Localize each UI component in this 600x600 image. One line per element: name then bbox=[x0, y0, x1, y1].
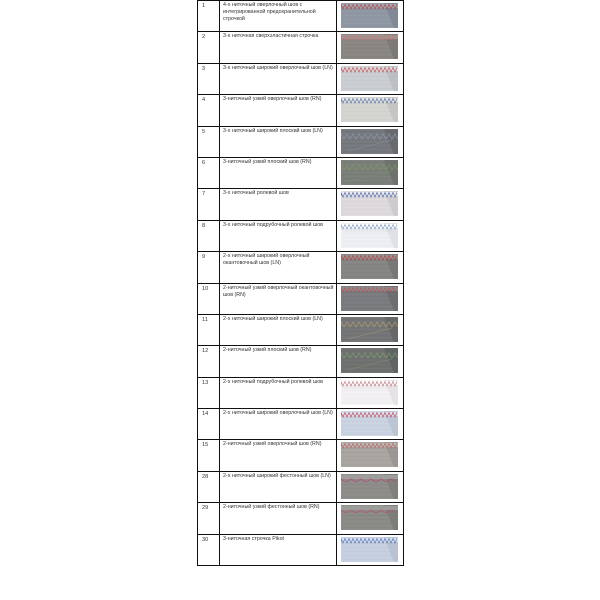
stitch-description: 3-ниточный узкий оверлочный шов (RN) bbox=[220, 95, 337, 126]
stitch-description: 3-х ниточный широкий оверлочный шов (LN) bbox=[220, 63, 337, 94]
table-row bbox=[198, 63, 404, 94]
seam-sample-image bbox=[341, 505, 398, 530]
stitch-sample-cell bbox=[337, 471, 404, 502]
table-row bbox=[198, 189, 404, 220]
stitch-types-table bbox=[197, 0, 404, 566]
stitch-description: 3-ниточный узкий плоский шов (RN) bbox=[220, 157, 337, 188]
stitch-number: 1 bbox=[198, 1, 220, 32]
stitch-sample-cell bbox=[337, 409, 404, 440]
table-body bbox=[198, 1, 404, 566]
table-row bbox=[198, 314, 404, 345]
stitch-sample-cell bbox=[337, 32, 404, 63]
stitch-sample-cell bbox=[337, 1, 404, 32]
stitch-sample-cell bbox=[337, 220, 404, 251]
seam-sample-image bbox=[341, 66, 398, 91]
stitch-sample-cell bbox=[337, 189, 404, 220]
stitch-sample-cell bbox=[337, 534, 404, 565]
stitch-description: 2-ниточный узкий фестонный шов (RN) bbox=[220, 503, 337, 534]
stitch-number: 7 bbox=[198, 189, 220, 220]
stitch-number: 30 bbox=[198, 534, 220, 565]
table-row bbox=[198, 471, 404, 502]
table-row bbox=[198, 377, 404, 408]
stitch-number: 3 bbox=[198, 63, 220, 94]
stitch-description: 3-х ниточный ролевой шов bbox=[220, 189, 337, 220]
seam-sample-image bbox=[341, 348, 398, 373]
stitch-number: 29 bbox=[198, 503, 220, 534]
stitch-number: 10 bbox=[198, 283, 220, 314]
stitch-description: 2-х ниточный подрубочный ролевой шов bbox=[220, 377, 337, 408]
seam-sample-image bbox=[341, 380, 398, 405]
stitch-description: 2-х ниточный широкий оверлочный окантовочный шов (LN) bbox=[220, 252, 337, 283]
table-row bbox=[198, 126, 404, 157]
seam-sample-image bbox=[341, 97, 398, 122]
stitch-description: 2-ниточный узкий плоский шов (RN) bbox=[220, 346, 337, 377]
stitch-description: 3-х ниточная сверхэластичная строчка bbox=[220, 32, 337, 63]
stitch-description: 2-х ниточный широкий фестонный шов (LN) bbox=[220, 471, 337, 502]
stitch-number: 9 bbox=[198, 252, 220, 283]
seam-sample-image bbox=[341, 129, 398, 154]
stitch-description: 3-х ниточный широкий плоский шов (LN) bbox=[220, 126, 337, 157]
table-row bbox=[198, 1, 404, 32]
stitch-description: 2-х ниточный широкий оверлочный шов (LN) bbox=[220, 409, 337, 440]
seam-sample-image bbox=[341, 160, 398, 185]
stitch-number: 11 bbox=[198, 314, 220, 345]
seam-edge-band bbox=[341, 475, 398, 479]
seam-sample-image bbox=[341, 442, 398, 467]
seam-sample-image bbox=[341, 191, 398, 216]
stitch-number: 13 bbox=[198, 377, 220, 408]
stitch-description: 2-ниточный узкий оверлочный шов (RN) bbox=[220, 440, 337, 471]
stitch-sample-cell bbox=[337, 346, 404, 377]
stitch-sample-cell bbox=[337, 157, 404, 188]
seam-sample-image bbox=[341, 3, 398, 28]
seam-sample-image bbox=[341, 223, 398, 248]
table-row bbox=[198, 283, 404, 314]
stitch-sample-cell bbox=[337, 126, 404, 157]
seam-sample-image bbox=[341, 286, 398, 311]
seam-sample-image bbox=[341, 254, 398, 279]
table-row bbox=[198, 503, 404, 534]
stitch-number: 14 bbox=[198, 409, 220, 440]
seam-sample-image bbox=[341, 537, 398, 562]
stitch-sample-cell bbox=[337, 283, 404, 314]
stitch-description: 2-х ниточный широкий плоский шов (LN) bbox=[220, 314, 337, 345]
stitch-number: 4 bbox=[198, 95, 220, 126]
table-row bbox=[198, 32, 404, 63]
seam-sample-image bbox=[341, 474, 398, 499]
stitch-number: 2 bbox=[198, 32, 220, 63]
stitch-sample-cell bbox=[337, 252, 404, 283]
table-row bbox=[198, 346, 404, 377]
stitch-number: 8 bbox=[198, 220, 220, 251]
table-row bbox=[198, 157, 404, 188]
stitch-sample-cell bbox=[337, 503, 404, 534]
stitch-sample-cell bbox=[337, 95, 404, 126]
seam-edge-band bbox=[341, 506, 398, 510]
stitch-description: 3-ниточная строчка Pikot bbox=[220, 534, 337, 565]
stitch-number: 5 bbox=[198, 126, 220, 157]
stitch-sample-cell bbox=[337, 314, 404, 345]
stitch-sample-cell bbox=[337, 63, 404, 94]
table-row bbox=[198, 220, 404, 251]
stitch-description: 3-х ниточный подрубочный ролевой шов bbox=[220, 220, 337, 251]
stitch-description: 2-ниточный узкий оверлочный окантовочный шов (RN) bbox=[220, 283, 337, 314]
table-row bbox=[198, 252, 404, 283]
seam-sample-image bbox=[341, 411, 398, 436]
stitch-number: 12 bbox=[198, 346, 220, 377]
stitch-number: 28 bbox=[198, 471, 220, 502]
stitch-sample-cell bbox=[337, 377, 404, 408]
stitch-sample-cell bbox=[337, 440, 404, 471]
table-row bbox=[198, 95, 404, 126]
table-row bbox=[198, 409, 404, 440]
stitch-number: 6 bbox=[198, 157, 220, 188]
seam-sample-image bbox=[341, 34, 398, 59]
stitch-number: 15 bbox=[198, 440, 220, 471]
table-row bbox=[198, 534, 404, 565]
seam-sample-image bbox=[341, 317, 398, 342]
stitch-description: 4-х ниточный оверлочный шов с интегрированной предохранительной строчкой bbox=[220, 1, 337, 32]
table-row bbox=[198, 440, 404, 471]
